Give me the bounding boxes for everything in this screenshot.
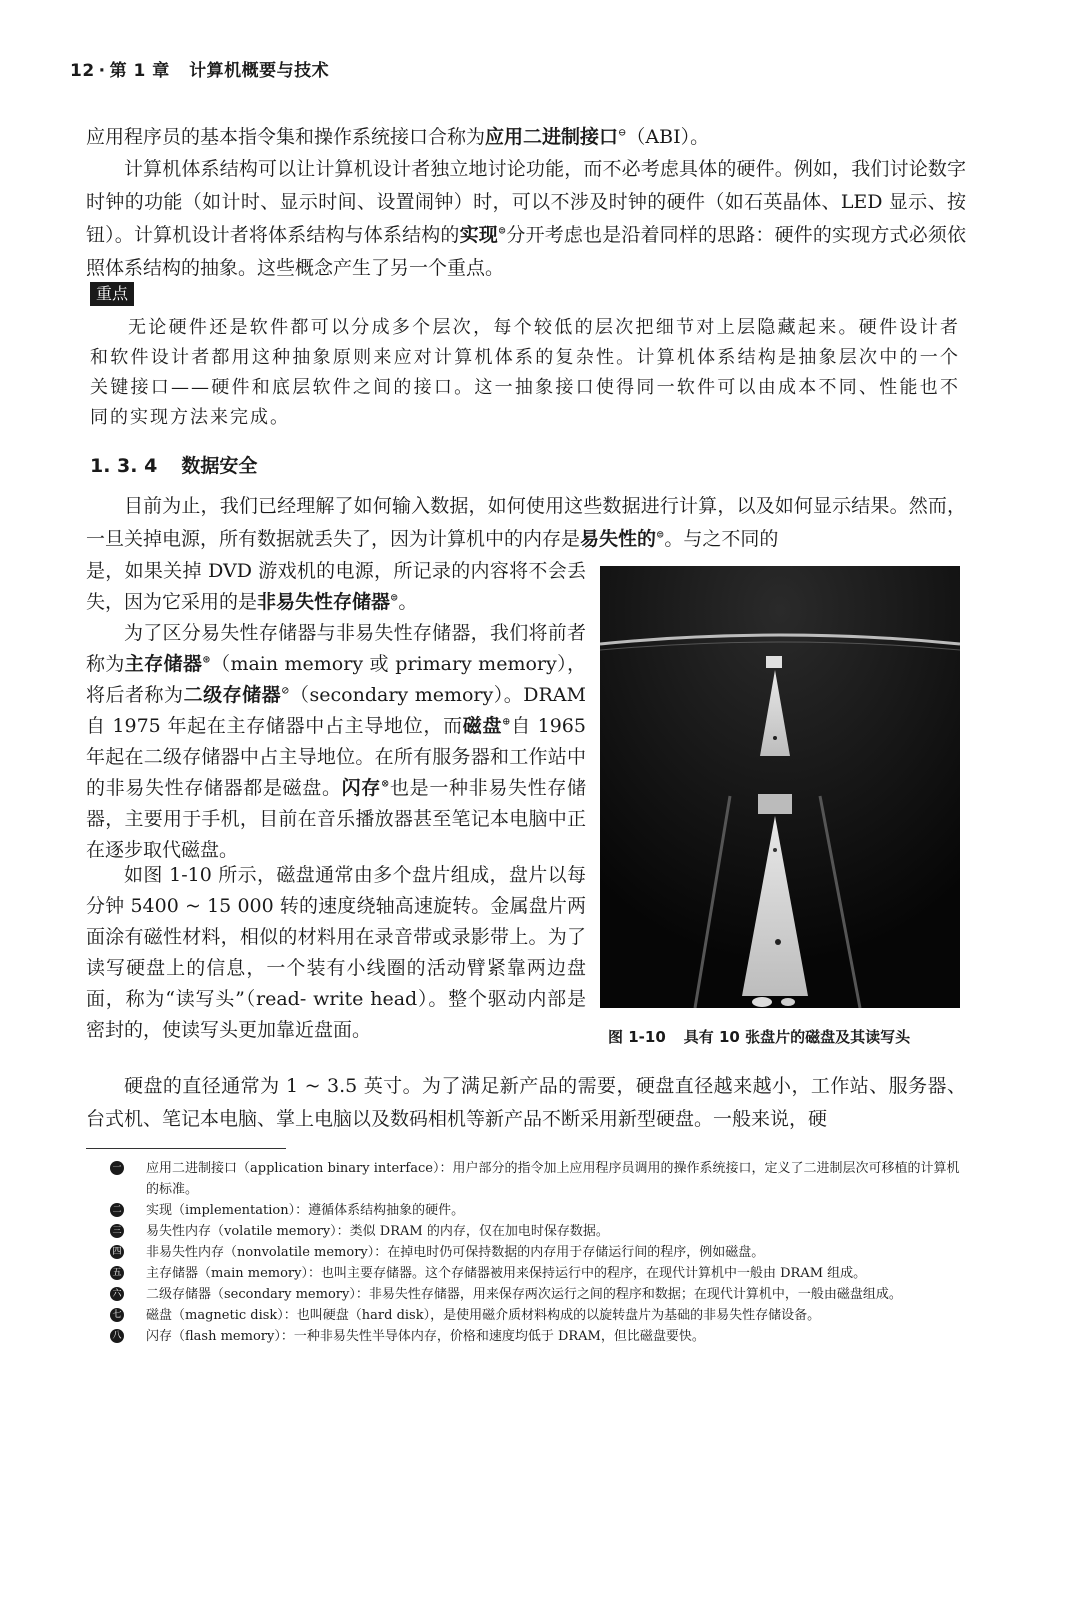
figure-caption-text: 具有 10 张盘片的磁盘及其读写头 xyxy=(683,1028,911,1046)
footnote-item: 五 主存储器（main memory）：也叫主要存储器。这个存储器被用来保持运行中的程序，在现代计算机中一般由 DRAM 组成。 xyxy=(110,1263,970,1284)
disk-photo xyxy=(600,566,960,1008)
footnote-ref: ⊖ xyxy=(618,127,627,139)
footnote-ref: ⊗ xyxy=(380,778,390,790)
footnote-mark: 四 xyxy=(110,1245,124,1259)
architecture-paragraph: 计算机体系结构可以让计算机设计者独立地讨论功能，而不必考虑具体的硬件。例如，我们讨论数字时钟的功能（如计时、显示时间、设置闹钟）时，可以不涉及时钟的硬件（如石英晶体、LED 显示、按钮）。计算机设计者将体系结构与体系结构的实现⊜分开考虑也是沿着同样的思路：硬件的实现方式必须依照体系结构的抽象。这些概念产生了另一个重点。 xyxy=(86,158,966,279)
disk-head-illustration xyxy=(600,566,960,1008)
disk-description-paragraph: 如图 1-10 所示，磁盘通常由多个盘片组成，盘片以每分钟 5400 ~ 15 000 转的速度绕轴高速旋转。金属盘片两面涂有磁性材料，相似的材料用在录音带或录影带上。为了读写硬盘上的信息，一个装有小线圈的活动臂紧靠两边盘面，称为“读写头”（read- write head）。整个驱动内部是密封的，使读写头更加靠近盘面。 xyxy=(86,864,586,1041)
key-point-text: 无论硬件还是软件都可以分成多个层次，每个较低的层次把细节对上层隐藏起来。硬件设计者和软件设计者都用这种抽象原则来应对计算机体系的复杂性。计算机体系结构是抽象层次中的一个关键接口——硬件和底层软件之间的接口。这一抽象接口使得同一软件可以由成本不同、性能也不同的实现方法来完成。 xyxy=(90,317,960,428)
memory-types-paragraph: 为了区分易失性存储器与非易失性存储器，我们将前者称为主存储器⊛（main memory 或 primary memory），将后者称为二级存储器⊘（secondary memory）。DRAM 自 1975 年起在主存储器中占主导地位，而磁盘⊕自 1965 年起在二级存储器中占主导地位。在所有服务器和工作站中的非易失性存储器都是磁盘。闪存⊗也是一种非易失性存储器，主要用于手机，目前在音乐播放器甚至笔记本电脑中正在逐步取代磁盘。 xyxy=(86,622,586,861)
footnote-mark: 七 xyxy=(110,1308,124,1322)
footnote-item: 一 应用二进制接口（application binary interface）：用户部分的指令加上应用程序员调用的操作系统接口，定义了二进制层次可移植的计算机的标准。 xyxy=(110,1158,970,1200)
footnote-mark: 一 xyxy=(110,1161,124,1175)
key-point-tag: 重点 xyxy=(90,282,134,306)
footnote-mark: 三 xyxy=(110,1224,124,1238)
term-magnetic-disk: 磁盘 xyxy=(462,715,503,737)
footnote-ref: ⊜ xyxy=(656,529,665,541)
section-number: 1. 3. 4 xyxy=(90,455,158,477)
footnote-ref: ⊛ xyxy=(202,654,211,666)
footnotes xyxy=(110,1158,970,1347)
footnote-item: 八 闪存（flash memory）：一种非易失性半导体内存，价格和速度均低于 DRAM，但比磁盘要快。 xyxy=(110,1326,970,1347)
chapter-title: 计算机概要与技术 xyxy=(189,61,330,81)
footnote-ref: ⊕ xyxy=(502,716,511,728)
nonvolatile-paragraph: 是，如果关掉 DVD 游戏机的电源，所记录的内容将不会丢失，因为它采用的是非易失性存储器⊜。 xyxy=(86,560,586,613)
footnote-mark: 二 xyxy=(110,1203,124,1217)
term-abi: 应用二进制接口 xyxy=(485,126,619,148)
figure-number: 图 1-10 xyxy=(608,1028,666,1046)
term-main-memory: 主存储器 xyxy=(124,653,203,675)
footnote-item: 四 非易失性内存（nonvolatile memory）：在掉电时仍可保持数据的内存用于存储运行间的程序，例如磁盘。 xyxy=(110,1242,970,1263)
footnote-item: 二 实现（implementation）：遵循体系结构抽象的硬件。 xyxy=(110,1200,970,1221)
footnote-ref: ⊜ xyxy=(497,225,507,237)
chapter-label: 第 1 章 xyxy=(109,61,170,81)
section-title: 数据安全 xyxy=(181,455,258,477)
footnote-item: 三 易失性内存（volatile memory）：类似 DRAM 的内存，仅在加电时保存数据。 xyxy=(110,1221,970,1242)
disk-size-paragraph: 硬盘的直径通常为 1 ~ 3.5 英寸。为了满足新产品的需要，硬盘直径越来越小，工作站、服务器、台式机、笔记本电脑、掌上电脑以及数码相机等新产品不断采用新型硬盘。一般来说，硬 xyxy=(86,1075,966,1130)
term-implementation: 实现 xyxy=(459,224,498,246)
footnote-mark: 六 xyxy=(110,1287,124,1301)
footnote-ref: ⊘ xyxy=(281,685,290,697)
footnote-mark: 八 xyxy=(110,1329,124,1343)
term-nonvolatile: 非易失性存储器 xyxy=(257,591,391,613)
footnote-divider xyxy=(86,1148,286,1149)
running-header: 12 · 第 1 章 计算机概要与技术 xyxy=(70,61,330,81)
footnote-item: 六 二级存储器（secondary memory）：非易失性存储器，用来保存两次运行之间的程序和数据；在现代计算机中，一般由磁盘组成。 xyxy=(110,1284,970,1305)
intro-line: 应用程序员的基本指令集和操作系统接口合称为应用二进制接口⊖（ABI）。 xyxy=(86,126,710,148)
term-volatile: 易失性的 xyxy=(580,528,657,550)
data-security-paragraph: 目前为止，我们已经理解了如何输入数据，如何使用这些数据进行计算，以及如何显示结果。然而，一旦关掉电源，所有数据就丢失了，因为计算机中的内存是易失性的⊜。与之不同的 xyxy=(86,495,966,550)
figure-caption xyxy=(608,1026,910,1047)
section-heading xyxy=(90,451,257,478)
footnote-item: 七 磁盘（magnetic disk）：也叫硬盘（hard disk），是使用磁介质材料构成的以旋转盘片为基础的非易失性存储设备。 xyxy=(110,1305,970,1326)
footnote-mark: 五 xyxy=(110,1266,124,1280)
page-number: 12 xyxy=(70,61,95,81)
term-secondary-memory: 二级存储器 xyxy=(183,684,282,706)
footnote-ref: ⊜ xyxy=(390,592,399,604)
term-flash-memory: 闪存 xyxy=(341,777,381,799)
